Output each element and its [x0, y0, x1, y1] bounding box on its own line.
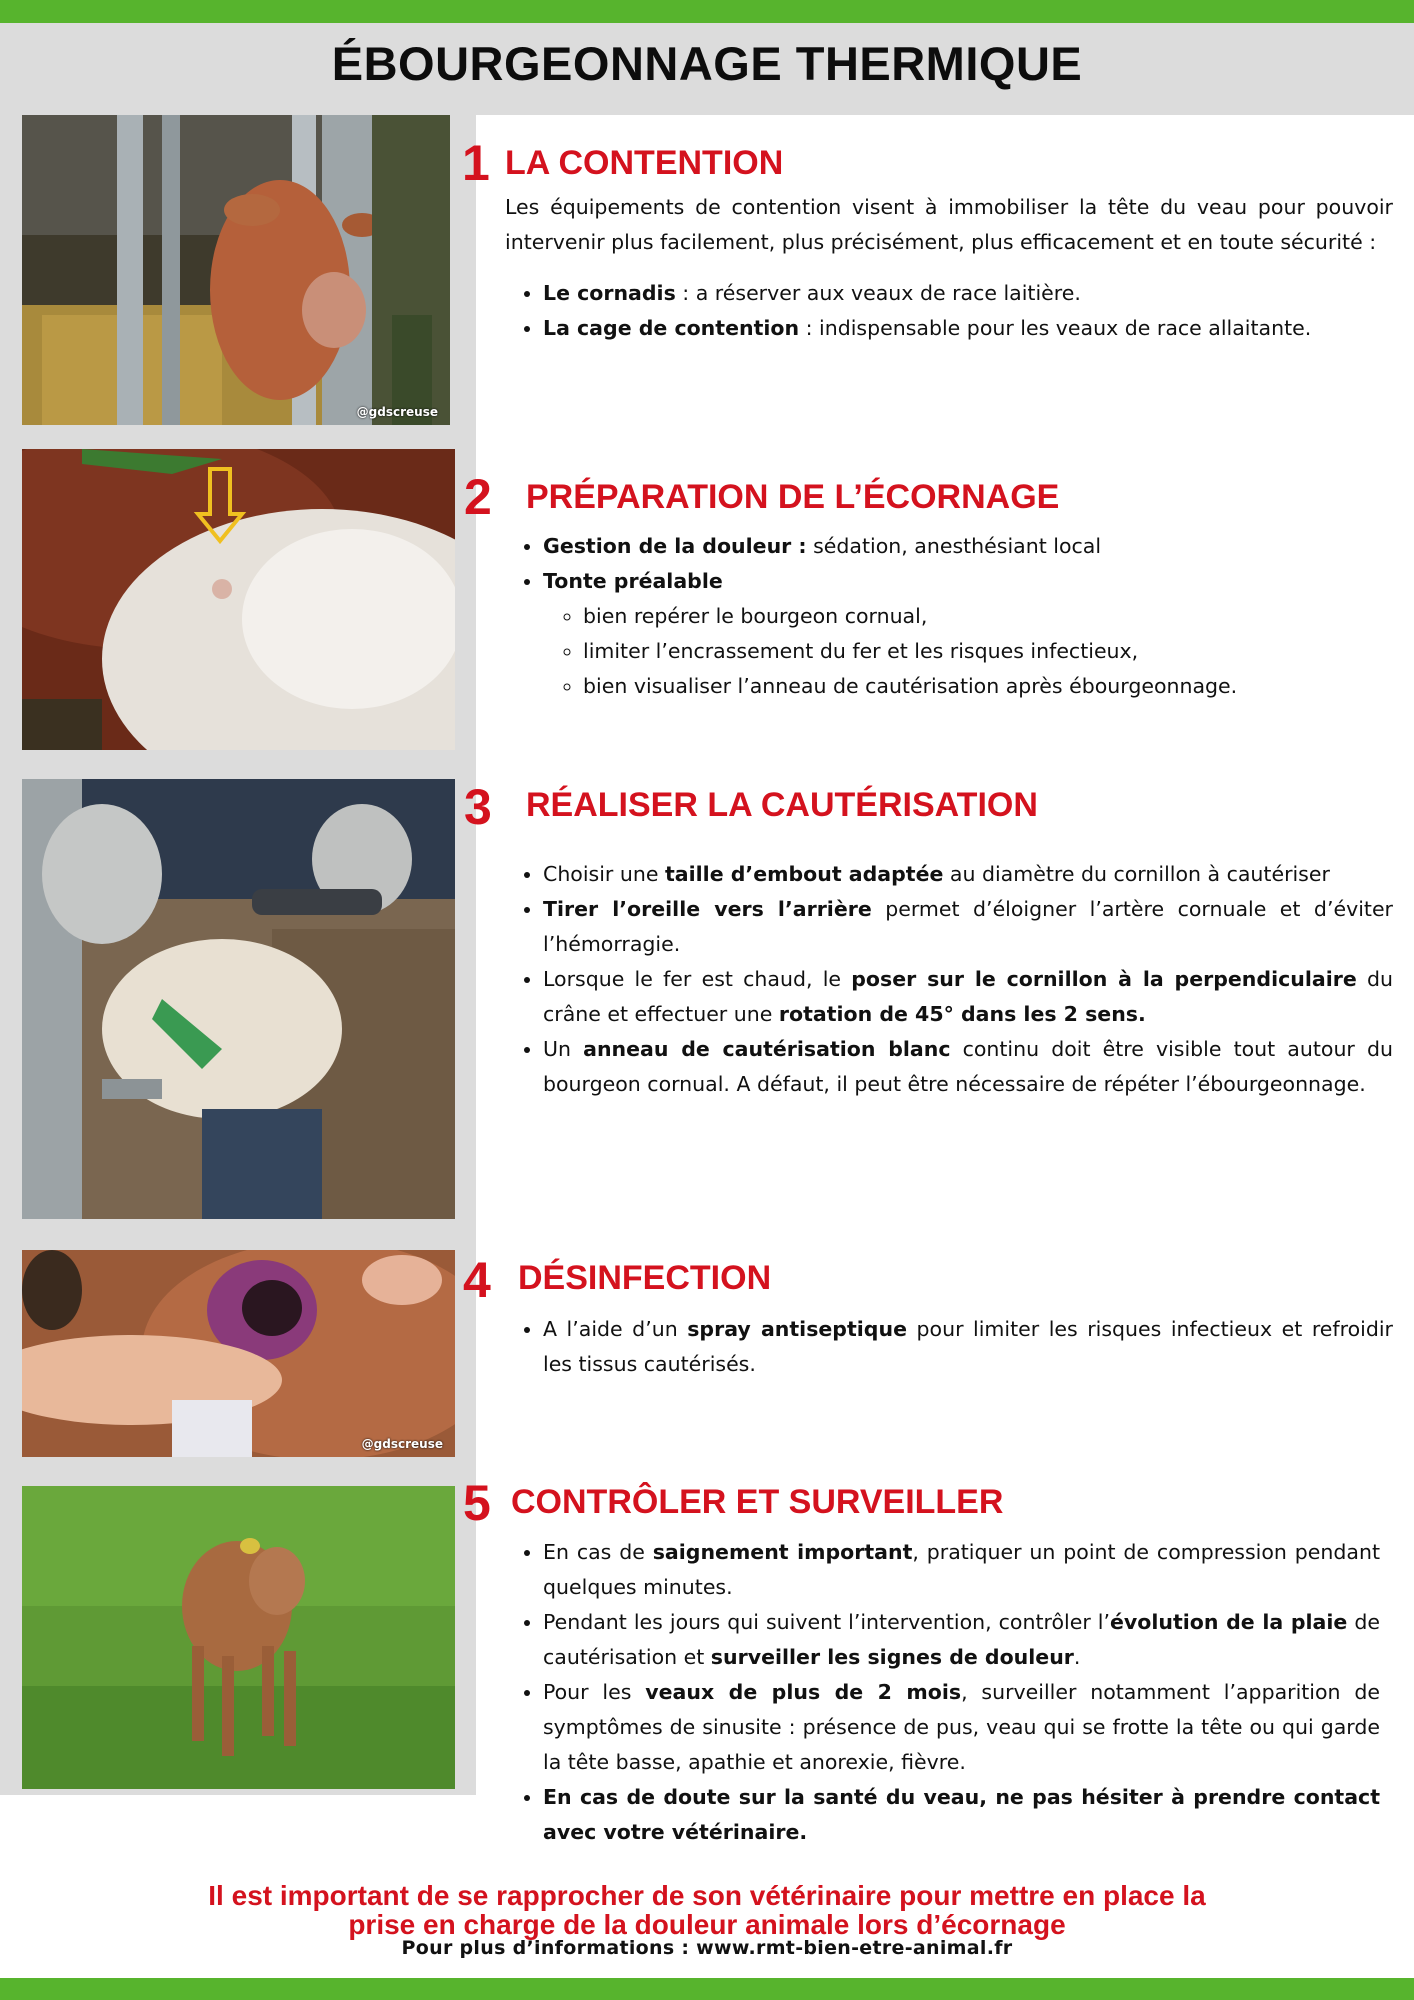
section-intro: Les équipements de contention visent à immobiliser la tête du veau pour pouvoir intervenir plus facilement, plus précisément, plus efficacement et en toute sécurité :: [505, 195, 1393, 254]
list-item: • Tonte préalable ◦ bien repérer le bourgeon cornual, ◦ limiter l’encrassement du fer et les risques infectieux, ◦ bien visualiser l’anneau de cautérisation après ébourgeonnage.: [543, 564, 1393, 704]
section-heading: DÉSINFECTION: [518, 1259, 772, 1297]
photo-disinfection: [22, 1250, 455, 1457]
bottom-green-bar: [0, 1978, 1414, 2000]
list-item: • Tirer l’oreille vers l’arrière permet d’éloigner l’artère cornuale et d’éviter l’hémorragie.: [543, 892, 1393, 962]
bullet-list: [505, 276, 1393, 346]
section-heading: CONTRÔLER ET SURVEILLER: [511, 1483, 1004, 1521]
list-item: • Choisir une taille d’embout adaptée au diamètre du cornillon à cautériser: [543, 857, 1393, 892]
photo-credit: @gdscreuse: [361, 1437, 443, 1451]
list-item: • Pendant les jours qui suivent l’intervention, contrôler l’évolution de la plaie de cautérisation et surveiller les signes de douleur.: [543, 1605, 1380, 1675]
photo-cauterisation: [22, 779, 455, 1219]
list-item: • Le cornadis : a réserver aux veaux de race laitière.: [543, 276, 1393, 311]
list-item: • A l’aide d’un spray antiseptique pour limiter les risques infectieux et refroidir les tissus cautérisés.: [543, 1312, 1393, 1382]
section-surveillance-body: [505, 1535, 1380, 1850]
section-cauterisation-body: [505, 857, 1393, 1102]
section-heading: LA CONTENTION: [505, 144, 784, 182]
bullet-list: [505, 857, 1393, 1102]
section-number: 1: [462, 135, 490, 191]
sub-list: [543, 599, 1393, 704]
list-item: • La cage de contention : indispensable pour les veaux de race allaitante.: [543, 311, 1393, 346]
sub-list-item: ◦ limiter l’encrassement du fer et les risques infectieux,: [583, 634, 1393, 669]
photo-calf-headlock: [22, 115, 450, 425]
section-contention-body: [505, 190, 1393, 346]
footer-message: [90, 1881, 1324, 1939]
section-number: 4: [463, 1252, 491, 1308]
section-number: 2: [464, 469, 492, 525]
section-heading: RÉALISER LA CAUTÉRISATION: [526, 786, 1038, 824]
section-preparation-body: [505, 529, 1393, 704]
sub-list-item: ◦ bien visualiser l’anneau de cautérisation après ébourgeonnage.: [583, 669, 1393, 704]
section-heading: PRÉPARATION DE L’ÉCORNAGE: [526, 478, 1060, 516]
footer-line: prise en charge de la douleur animale lors d’écornage: [348, 1909, 1066, 1940]
footer-line: Il est important de se rapprocher de son vétérinaire pour mettre en place la: [208, 1880, 1206, 1911]
photo-credit: @gdscreuse: [356, 405, 438, 419]
list-item: • Gestion de la douleur : sédation, anesthésiant local: [543, 529, 1393, 564]
section-number: 3: [464, 779, 492, 835]
bullet-list: [505, 1535, 1380, 1850]
list-item: • En cas de saignement important, pratiquer un point de compression pendant quelques minutes.: [543, 1535, 1380, 1605]
top-green-bar: [0, 0, 1414, 23]
list-item: • En cas de doute sur la santé du veau, ne pas hésiter à prendre contact avec votre vétérinaire.: [543, 1780, 1380, 1850]
sub-list-item: ◦ bien repérer le bourgeon cornual,: [583, 599, 1393, 634]
photo-horn-bud: [22, 449, 455, 750]
list-item: • Pour les veaux de plus de 2 mois, surveiller notamment l’apparition de symptômes de sinusite : présence de pus, veau qui se frotte la tête ou qui garde la tête basse, apathie et anorexie, fièvre.: [543, 1675, 1380, 1780]
footer-info-link[interactable]: Pour plus d’informations : www.rmt-bien-etre-animal.fr: [401, 1937, 1013, 1959]
page-title: ÉBOURGEONNAGE THERMIQUE: [331, 37, 1083, 90]
list-item: • Lorsque le fer est chaud, le poser sur le cornillon à la perpendiculaire du crâne et effectuer une rotation de 45° dans les 2 sens.: [543, 962, 1393, 1032]
bullet-list: [505, 529, 1393, 704]
section-number: 5: [463, 1475, 491, 1531]
section-desinfection-body: [505, 1312, 1393, 1382]
bullet-list: [505, 1312, 1393, 1382]
photo-calf-field: [22, 1486, 455, 1789]
list-item: • Un anneau de cautérisation blanc continu doit être visible tout autour du bourgeon cornual. A défaut, il peut être nécessaire de répéter l’ébourgeonnage.: [543, 1032, 1393, 1102]
